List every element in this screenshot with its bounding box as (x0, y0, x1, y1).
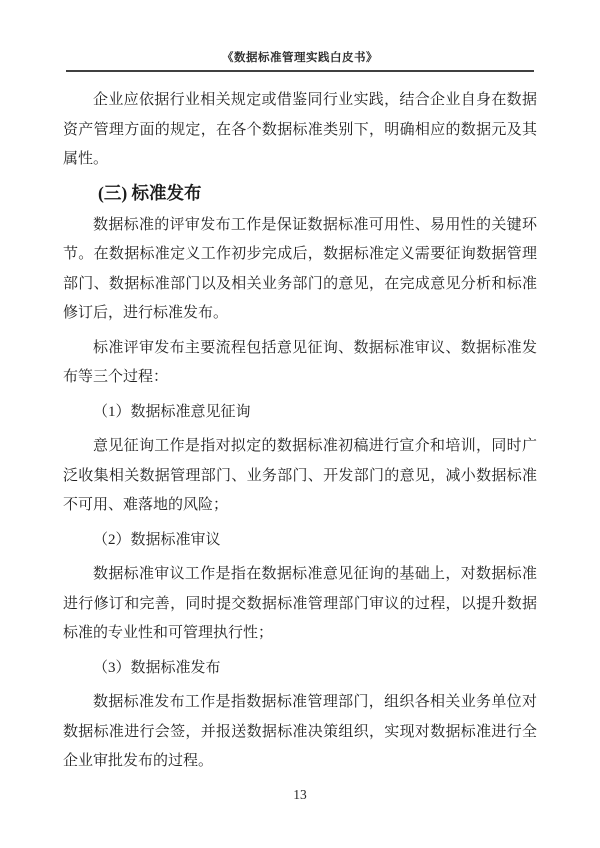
body-paragraph: 企业应依据行业相关规定或借鉴同行业实践，结合企业自身在数据资产管理方面的规定，在各个数据标准类别下，明确相应的数据元及其属性。 (63, 92, 537, 167)
body-paragraph: 标准评审发布主要流程包括意见征询、数据标准审议、数据标准发布等三个过程： (63, 339, 537, 385)
page-number: 13 (293, 787, 307, 802)
body-paragraph: 数据标准的评审发布工作是保证数据标准可用性、易用性的关键环节。在数据标准定义工作初步完成后，数据标准定义需要征询数据管理部门、数据标准部门以及相关业务部门的意见，在完成意见分析和标准修订后，进行标准发布。 (63, 216, 537, 321)
running-header-title: 《数据标准管理实践白皮书》 (222, 52, 378, 64)
body-paragraph: 意见征询工作是指对拟定的数据标准初稿进行宣介和培训，同时广泛收集相关数据管理部门、业务部门、开发部门的意见，减小数据标准不可用、难落地的风险； (63, 438, 537, 513)
body-paragraph: 数据标准发布工作是指数据标准管理部门，组织各相关业务单位对数据标准进行会签，并报送数据标准决策组织，实现对数据标准进行全企业审批发布的过程。 (63, 694, 537, 769)
body-paragraph: 数据标准审议工作是指在数据标准意见征询的基础上，对数据标准进行修订和完善，同时提交数据标准管理部门审议的过程，以提升数据标准的专业性和可管理执行性； (63, 566, 537, 641)
page-content (63, 86, 537, 777)
header-rule (66, 70, 534, 72)
list-item: （1）数据标准意见征询 (93, 403, 251, 420)
running-header (0, 49, 600, 65)
page-footer (0, 787, 600, 803)
list-item: （3）数据标准发布 (93, 659, 221, 676)
list-item: （2）数据标准审议 (93, 531, 221, 548)
section-heading: (三) 标准发布 (98, 182, 202, 203)
